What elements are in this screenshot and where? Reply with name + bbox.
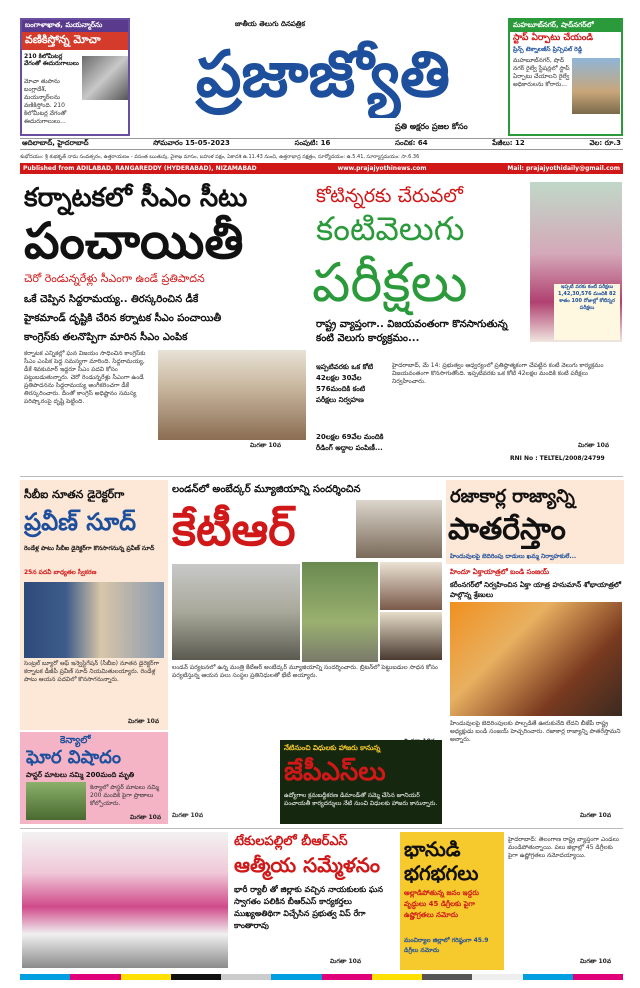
brs-more[interactable]: మిగతా 10వ — [330, 958, 362, 965]
brs-photo — [22, 832, 228, 968]
kanti-kicker: కోటిన్నరకు చేరువలో — [316, 185, 463, 207]
cbi-photo — [24, 582, 164, 658]
razakar-kicker: రజాకార్ల రాజ్యాన్ని — [450, 486, 575, 507]
right-teaser-headline: స్టాప్ ఏర్పాటు చేయండి — [513, 33, 594, 43]
lead-deck: చెరో రెండున్నరేళ్లు సీఎంగా ఉండే ప్రతిపాదన — [24, 272, 205, 285]
right-teaser-body: మహబూబ్‌నగర్, షాద్ నగర్ రైల్వే స్టేషన్లలో స్టాప్ ఏర్పాటు చేయాలని రైల్వే అధికారులను కోరారు... — [513, 57, 570, 88]
lead-bullets — [24, 290, 309, 347]
kanti-photo — [530, 182, 622, 342]
lead-bullet: హైకమాండ్ దృష్టికి చేరిన కర్నాటక సీఎం పంచాయితీ — [24, 313, 222, 324]
ktr-photo-5 — [380, 612, 442, 660]
dateline-issue: సంచిక: 64 — [395, 139, 428, 147]
section-divider — [20, 828, 623, 829]
kanti-headline-2: పరీక్షలు — [312, 251, 468, 314]
ktr-body: లండన్ పర్యటనలో ఉన్న మంత్రి కేటీఆర్ అంబేద్కర్ మ్యూజియాన్ని సందర్శించారు. బ్రిటన్‌లో పెట్టుబడుల సాధన కోసం పర్యటిస్తున్న ఆయన పలు సంస్థల ప్రతినిధులతో భేటీ అయ్యారు. — [172, 664, 438, 679]
razakar-photo — [450, 602, 622, 716]
ktr-headline: కేటీఆర్ — [172, 502, 296, 556]
cbi-note: 25న పదవీ బాధ్యతల స్వీకరణ — [24, 569, 97, 576]
mail-address[interactable]: Mail: prajajyothidaily@gmail.com — [507, 165, 620, 172]
bhanudi-headline-2: భగభగలు — [404, 861, 479, 885]
jps-kicker: నేటినుంచి విధులకు హాజరు కానున్న — [284, 744, 381, 752]
cbi-headline: ప్రవీణ్ సూద్ — [24, 508, 137, 536]
jps-more[interactable]: మిగతా 10వ — [172, 812, 204, 819]
publish-bar — [20, 163, 623, 174]
kanti-stats — [316, 362, 386, 465]
razakar-deck: కరీంనగర్‌లో నిర్వహించిన ఏక్తా యాత్ర హనుమాన్ శోభాయాత్రలో పాల్గొన్న శ్రేణులు — [450, 581, 621, 599]
left-teaser-kicker: బంగాళాఖాత, మయన్మార్‌ను — [22, 20, 128, 32]
masthead-title: ప్రజాజ్యోతి — [195, 38, 451, 112]
razakar-sub: హిందువులపై బెదిరింపు దాడులు ఖమ్మ నిర్వాహకులే... — [450, 553, 577, 560]
kanti-stat: 20లక్షల 69వేల మందికి రీడింగ్ అద్దాల పంపిణీ... — [316, 433, 384, 452]
dateline-date: సోమవారం 15-05-2023 — [153, 139, 230, 147]
kenya-more[interactable]: మిగతా 10వ — [130, 814, 162, 821]
bhanudi-more[interactable]: మిగతా 10వ — [580, 958, 612, 965]
tagline-bottom: ప్రతి అక్షరం ప్రజల కోసం — [395, 122, 468, 131]
kenya-kicker: కెన్యాలో — [60, 735, 91, 746]
kenya-sub: పాస్టర్ మాటలు నమ్మి 200మంది మృతి — [26, 771, 135, 779]
jps-body: ఉద్యోగాల క్రమబద్దీకరణ డిమాండ్‌తో సమ్మె చేసిన జూనియర్ పంచాయతీ కార్యదర్శులు నేటి నుంచి విధులకు హాజరు కానున్నారు. — [284, 792, 438, 807]
cbi-more[interactable]: మిగతా 10వ — [128, 718, 160, 725]
dateline-bar — [20, 138, 623, 150]
kenya-body: కెన్యాలో పాస్టర్ మాటలు నమ్మి 200 మందికి పైగా ప్రాణాలు కోల్పోయారు. — [90, 784, 159, 807]
dateline-price: వెల: రూ.3 — [589, 139, 621, 147]
cbi-sub: రెండేళ్ల పాటు సీబీఐ డైరెక్టర్‌గా కొనసాగనున్న ప్రవీణ్ సూద్ — [24, 545, 155, 552]
bhanudi-headline-1: భానుడి — [404, 837, 461, 861]
left-teaser[interactable] — [20, 18, 130, 136]
kenya-photo — [26, 782, 86, 820]
brs-headline: ఆత్మీయ సమ్మేళనం — [234, 853, 381, 877]
kenya-headline: ఘోర విషాదం — [26, 747, 121, 768]
razakar-more[interactable]: మిగతా 10వ — [580, 812, 612, 819]
brs-kicker: టేకులపల్లిలో బీఆర్ఎస్ — [234, 834, 348, 849]
right-teaser[interactable] — [508, 18, 623, 136]
dateline-city: ఆదిలాబాద్, హైదరాబాద్ — [22, 139, 89, 147]
section-divider — [20, 476, 623, 477]
kanti-photo-caption: ఇప్పటి వరకు కంటి పరీక్షలు 1,42,30,576 మందికి 82 శాతం 100 రోజుల్లో కోటిన్నర పరీక్షలు — [554, 284, 620, 340]
cbi-kicker: సీబీఐ నూతన డైరెక్టర్‌గా — [24, 488, 125, 501]
lead-photo — [158, 350, 306, 440]
ktr-photo-1 — [356, 500, 442, 558]
kanti-headline-1: కంటివెలుగు — [316, 209, 465, 248]
rni-number: RNI No : TELTEL/2008/24799 — [510, 455, 605, 462]
ktr-photo-2 — [172, 564, 300, 660]
dateline-pages: పేజీలు: 12 — [492, 139, 525, 147]
dateline-volume: సంపుటి: 16 — [294, 139, 331, 147]
lead-bullet: కాంగ్రెస్‌కు తలనొప్పిగా మారిన సీఎం ఎంపిక — [24, 332, 188, 343]
brs-body: భారీ ర్యాలీ తో జిల్లాకు వచ్చిన నాయకులకు ఘన స్వాగతం పలికిన బీఆర్ఎస్ కార్యకర్తలు ముఖ్యఅతిథిగా విచ్చేసిన ప్రభుత్వ విప్ రేగా కాంతారావు — [234, 885, 383, 930]
kanti-stat: ఇప్పటివరకు ఒక కోటి 42లక్షల 30వేల 576మందికి కంటి పరీక్షలు నిర్వహణ — [316, 363, 374, 404]
left-teaser-sub: 210 కిలోమీటర్ల వేగంతో ఈదురుగాలులు — [24, 53, 79, 67]
tagline-top: జాతీయ తెలుగు దినపత్రిక — [235, 20, 305, 28]
razakar-headline: పాతరేస్తాం — [448, 512, 566, 547]
cbi-body: సెంట్రల్ బ్యూరో ఆఫ్ ఇన్వెస్టిగేషన్ (సీబీఐ) నూతన డైరెక్టర్‌గా కర్నాటక డీజీపీ ప్రవీణ్ సూద్ నియమితులయ్యారు. రెండేళ్ల పాటు ఆయన పదవిలో కొనసాగనున్నారు. — [24, 660, 160, 683]
color-registration-bar — [20, 974, 623, 980]
kanti-body: హైదరాబాద్, మే 14: ప్రభుత్వం ఆధ్వర్యంలో ప్రతిష్ఠాత్మకంగా చేపట్టిన కంటి వెలుగు కార్యక్రమం విజయవంతంగా కొనసాగుతోంది. ఇప్పటివరకు ఒక కోటి 42లక్షల మందికి కంటి పరీక్షలు నిర్వహించారు. — [392, 362, 604, 385]
razakar-sub2: హిందూ ఏక్తాయాత్రలో బండి సంజయ్ — [450, 568, 550, 576]
lead-body: కర్నాటక ఎన్నికల్లో ఘన విజయం సాధించిన కాంగ్రెస్‌కు సీఎం ఎంపిక పెద్ద సమస్యగా మారింది. సిద్దరామయ్య, డీకే శివకుమార్ ఇద్దరూ సీఎం పదవి కోసం పట్టుబడుతున్నారు. చెరో రెండున్నరేళ్లు సీఎంగా ఉండే ప్రతిపాదనను సిద్దరామయ్య అంగీకరించగా డీకే తిరస్కరించారు. దీంతో కాంగ్రెస్ అధిష్టానం సమస్య పరిష్కారంపై దృష్టి పెట్టింది. — [24, 350, 146, 405]
ktr-photo-3 — [302, 562, 378, 662]
jps-headline: జేపీఎస్‌లు — [284, 757, 386, 787]
kanti-more[interactable]: మిగతా 10వ — [578, 442, 610, 449]
left-teaser-body: మోచా తుపాను బంగ్లాదేశ్, మయన్మార్‌లను వణికిస్తోంది. 210 కిలోమీటర్ల వేగంతో ఈదురుగాలులు... — [24, 78, 67, 125]
bhanudi-note: మంచిర్యాల జిల్లాలో గరిష్ఠంగా 45.9 డిగ్రీలు నమోదు — [404, 937, 489, 954]
cyclone-photo — [82, 56, 128, 100]
right-teaser-kicker: మహబూబ్‌నగర్, షాద్‌నగర్‌లో — [510, 20, 621, 32]
lead-kicker: కర్నాటకలో సీఎం సీటు — [24, 183, 248, 213]
lead-headline: పంచాయితీ — [24, 212, 244, 270]
bhanudi-sub: అల్లాడిపోతున్న జనం ఇద్దరు వృద్ధులు 45 డిగ్రీలకు పైగా ఉష్ణోగ్రతలు నమోదు — [404, 889, 479, 919]
station-photo — [572, 58, 620, 114]
ktr-kicker: లండన్‌లో అంబేద్కర్ మ్యూజియాన్ని సందర్శించిన — [172, 484, 361, 495]
bhanudi-body: హైదరాబాద్: తెలంగాణ రాష్ట్ర వ్యాప్తంగా ఎండలు మండిపోతున్నాయి. పలు జిల్లాల్లో 45 డిగ్రీలకు పైగా ఉష్ణోగ్రతలు నమోదయ్యాయి. — [508, 836, 619, 859]
kanti-sub: రాష్ట్ర వ్యాప్తంగా.. విజయవంతంగా కొనసాగుతున్న కంటి వెలుగు కార్యక్రమం... — [316, 319, 508, 344]
lead-bullet: ఒకే చెప్పిన సిద్దరామయ్య.. తిరస్కరించిన డీకే — [24, 294, 199, 305]
razakar-body: హిందువులపై బెదిరింపులకు పాల్పడితే ఊరుకునేది లేదని బీజేపీ రాష్ట్ర అధ్యక్షుడు బండి సంజయ్ హెచ్చరించారు. రజాకార్ల రాజ్యాన్ని పాతరేస్తామని అన్నారు. — [450, 720, 621, 743]
web-address[interactable]: www.prajajyothinews.com — [337, 165, 427, 172]
lead-more[interactable]: మిగతా 10వ — [250, 442, 282, 449]
ktr-photo-4 — [380, 562, 442, 610]
left-teaser-headline: వణికిస్తోన్న మోచా — [22, 32, 128, 50]
panchangam: శుభోదయం: శ్రీ శుభకృత్ నామ సంవత్సరం, ఉత్తరాయణం - వసంత ఋతువు, వైశాఖ మాసం, బహుళ పక్షం, ఏకాదశి ఉ.11.43 నుంచి, ఉత్తరాభాద్ర నక్షత్రం, సూర్యోదయం: ఉ.5.41, సూర్యాస్తమయం: సా.6.36 — [20, 154, 420, 160]
published-from: Published from ADILABAD, RANGAREDDY (HYDERABAD), NIZAMABAD — [23, 165, 257, 172]
right-teaser-sub: ప్రిన్స్ టెక్నాలజీస్ ప్రిన్సిపల్ రెడ్డి — [513, 46, 583, 53]
